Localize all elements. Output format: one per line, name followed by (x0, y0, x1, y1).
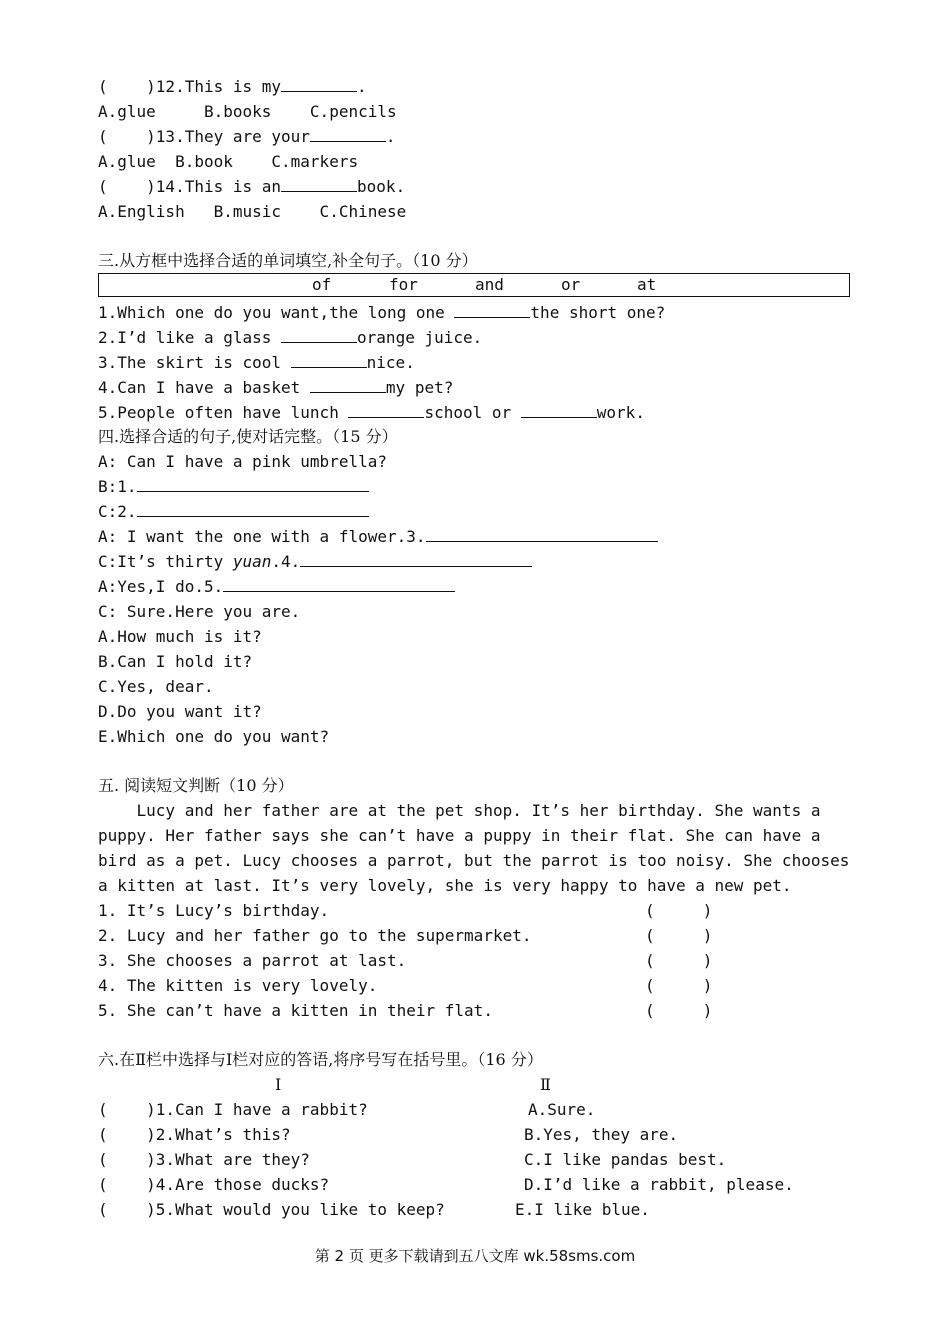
q14-end: book. (357, 177, 406, 196)
fill-item-3-blank[interactable] (291, 351, 367, 368)
dialog-blank-5[interactable] (223, 575, 455, 592)
statement-3: 3. She chooses a parrot at last. (98, 951, 407, 970)
word-of: of (312, 275, 332, 294)
dialog-blank-3[interactable] (426, 525, 658, 542)
dialog-option-b: B.Can I hold it? (98, 652, 253, 671)
dialog-option-e: E.Which one do you want? (98, 727, 330, 746)
dialog-blank-4[interactable] (300, 550, 532, 567)
section4-heading: 四.选择合适的句子,使对话完整。（15 分） (98, 427, 398, 446)
column-1-label: Ⅰ (275, 1075, 282, 1094)
fill-item-4-b: my pet? (385, 378, 454, 397)
q13-end: . (385, 127, 396, 146)
q12-end: . (357, 77, 367, 96)
dialog-option-c: C.Yes, dear. (98, 677, 214, 696)
fill-item-4 (98, 375, 453, 400)
page-footer: 第 2 页 更多下载请到五八文库 wk.58sms.com (314, 1247, 636, 1265)
statement-2: 2. Lucy and her father go to the supermarket. (98, 926, 532, 945)
dialog-c4-yuan: yuan (232, 552, 272, 571)
match-answer-e: E.I like blue. (515, 1200, 650, 1219)
passage-line-1: Lucy and her father are at the pet shop. It’s her birthday. She wants a (98, 801, 821, 820)
section6-heading: 六.在Ⅱ栏中选择与Ⅰ栏对应的答语,将序号写在括号里。（16 分） (98, 1050, 543, 1069)
answer-bracket-5[interactable]: ( ) (645, 1001, 713, 1020)
dialog-b1-label: B:1. (98, 477, 137, 496)
fill-item-5-b: school or (424, 403, 521, 422)
dialog-line-b1 (98, 474, 369, 499)
dialog-line-c2 (98, 499, 369, 524)
dialog-line-a3 (98, 524, 658, 549)
fill-item-1-blank[interactable] (454, 301, 530, 318)
dialog-option-a: A.How much is it? (98, 627, 262, 646)
dialog-line-c4 (98, 549, 532, 574)
answer-bracket-1[interactable]: ( ) (645, 901, 713, 920)
dialog-option-d: D.Do you want it? (98, 702, 262, 721)
section5-heading: 五. 阅读短文判断（10 分） (98, 776, 294, 795)
fill-item-3-b: nice. (366, 353, 415, 372)
q13-text: ( )13.They are your (98, 127, 310, 146)
q14-blank[interactable] (281, 175, 357, 192)
dialog-line-a5 (98, 574, 455, 599)
statement-4: 4. The kitten is very lovely. (98, 976, 378, 995)
fill-item-2-blank[interactable] (281, 326, 357, 343)
passage-line-4: a kitten at last. It’s very lovely, she is very happy to have a new pet. (98, 876, 792, 895)
fill-item-1-a: 1.Which one do you want,the long one (98, 303, 455, 322)
fill-item-5-blank-1[interactable] (348, 401, 424, 418)
fill-item-1 (98, 300, 665, 325)
dialog-a3-label: A: I want the one with a flower.3. (98, 527, 426, 546)
word-for: for (389, 275, 418, 294)
match-answer-b: B.Yes, they are. (524, 1125, 679, 1144)
q12-text: ( )12.This is my (98, 77, 282, 96)
question-14 (98, 174, 405, 199)
match-question-1: ( )1.Can I have a rabbit? (98, 1100, 368, 1119)
dialog-c2-label: C:2. (98, 502, 137, 521)
q14-text: ( )14.This is an (98, 177, 282, 196)
passage-line-3: bird as a pet. Lucy chooses a parrot, but the parrot is too noisy. She chooses (98, 851, 850, 870)
q12-blank[interactable] (281, 75, 357, 92)
question-12 (98, 74, 367, 99)
match-answer-d: D.I’d like a rabbit, please. (524, 1175, 794, 1194)
dialog-line-a1: A: Can I have a pink umbrella? (98, 452, 387, 471)
dialog-a5-label: A:Yes,I do.5. (98, 577, 224, 596)
statement-1: 1. It’s Lucy’s birthday. (98, 901, 330, 920)
word-and: and (475, 275, 504, 294)
fill-item-2 (98, 325, 482, 350)
answer-bracket-4[interactable]: ( ) (645, 976, 713, 995)
fill-item-4-a: 4.Can I have a basket (98, 378, 310, 397)
word-at: at (637, 275, 657, 294)
fill-item-2-a: 2.I’d like a glass (98, 328, 282, 347)
match-question-2: ( )2.What’s this? (98, 1125, 291, 1144)
dialog-c4-post: .4. (271, 552, 301, 571)
answer-bracket-2[interactable]: ( ) (645, 926, 713, 945)
dialog-c4-pre: C:It’s thirty (98, 552, 233, 571)
match-question-4: ( )4.Are those ducks? (98, 1175, 330, 1194)
fill-item-2-b: orange juice. (357, 328, 483, 347)
q13-options: A.glue B.book C.markers (98, 152, 359, 171)
q14-options: A.English B.music C.Chinese (98, 202, 407, 221)
fill-item-5-blank-2[interactable] (521, 401, 597, 418)
match-question-5: ( )5.What would you like to keep? (98, 1200, 445, 1219)
match-question-3: ( )3.What are they? (98, 1150, 310, 1169)
q12-options: A.glue B.books C.pencils (98, 102, 397, 121)
fill-item-5 (98, 400, 645, 425)
statement-5: 5. She can’t have a kitten in their flat. (98, 1001, 493, 1020)
section3-heading: 三.从方框中选择合适的单词填空,补全句子。（10 分） (98, 251, 478, 270)
word-or: or (561, 275, 581, 294)
q13-blank[interactable] (310, 125, 386, 142)
fill-item-3-a: 3.The skirt is cool (98, 353, 291, 372)
question-13 (98, 124, 396, 149)
answer-bracket-3[interactable]: ( ) (645, 951, 713, 970)
word-box (98, 273, 850, 297)
dialog-line-c-end: C: Sure.Here you are. (98, 602, 301, 621)
dialog-blank-1[interactable] (137, 475, 369, 492)
match-answer-a: A.Sure. (528, 1100, 596, 1119)
fill-item-1-b: the short one? (530, 303, 666, 322)
dialog-blank-2[interactable] (137, 500, 369, 517)
fill-item-5-a: 5.People often have lunch (98, 403, 349, 422)
fill-item-4-blank[interactable] (310, 376, 386, 393)
match-answer-c: C.I like pandas best. (524, 1150, 727, 1169)
passage-line-2: puppy. Her father says she can’t have a puppy in their flat. She can have a (98, 826, 821, 845)
fill-item-3 (98, 350, 415, 375)
column-2-label: Ⅱ (540, 1075, 551, 1094)
fill-item-5-c: work. (596, 403, 645, 422)
